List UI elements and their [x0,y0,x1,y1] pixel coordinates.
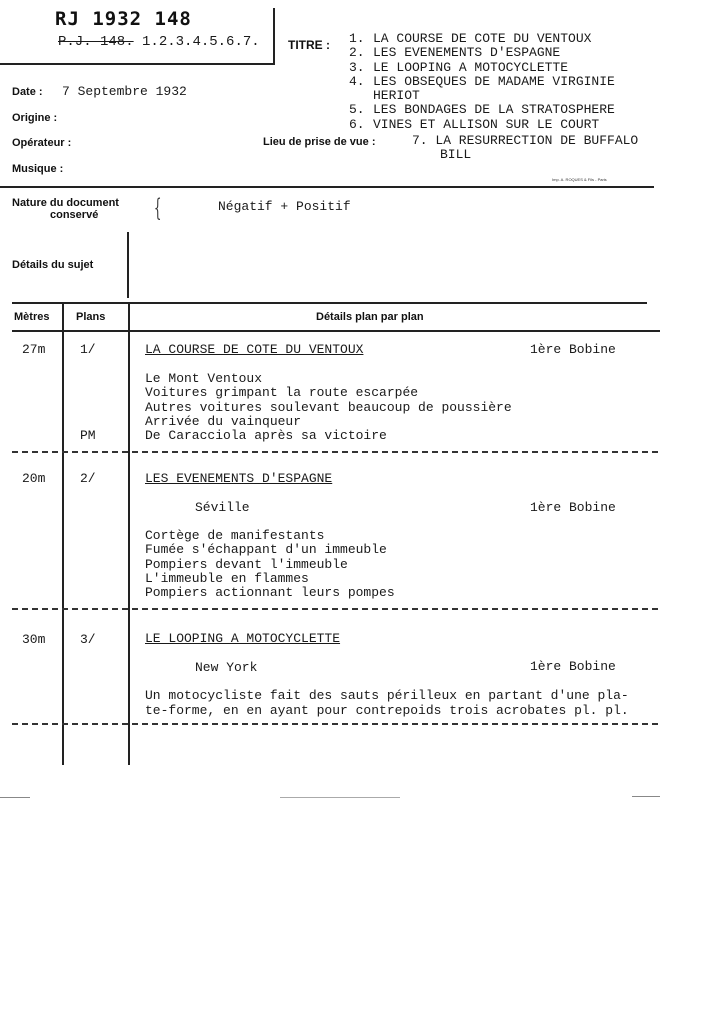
row2-location: Séville [195,500,250,515]
col-header-details: Détails plan par plan [316,311,424,323]
col-header-metres: Mètres [14,311,50,323]
row1-plan-extra: PM [80,428,96,443]
row3-bobine: 1ère Bobine [530,659,616,674]
row3-details [145,688,629,718]
row1-title: LA COURSE DE COTE DU VENTOUX [145,342,364,357]
row2-line-4: L'immeuble en flammes [145,570,309,586]
row1-line-1: Le Mont Ventoux [145,371,263,386]
title-item-6: 6. VINES ET ALLISON SUR LE COURT [349,116,600,132]
row2-line-1: Cortège de manifestants [145,528,325,543]
row1-details [145,372,512,443]
title-item-5: 5. LES BONDAGES DE LA STRATOSPHERE [349,102,615,118]
row3-metres: 30m [22,632,46,647]
row2-line-2: Fumée s'échappant d'un immeuble [145,542,387,558]
row3-plan: 3/ [80,632,96,647]
row2-plan: 2/ [80,471,96,486]
row3-divider [12,723,658,725]
nature-label-line2: conservé [50,209,99,221]
details-sujet-label: Détails du sujet [12,259,94,271]
row3-title: LE LOOPING A MOTOCYCLETTE [145,631,341,646]
old-reference: P.J. 148. [58,34,134,50]
row1-line-4: Arrivée du vainqueur [145,413,302,429]
row2-bobine: 1ère Bobine [530,500,616,515]
row2-title: LES EVENEMENTS D'ESPAGNE [145,471,333,486]
title-item-4: 4. LES OBSEQUES DE MADAME VIRGINIE [349,73,615,89]
row2-divider [12,608,658,610]
handwritten-reference: RJ 1932 148 [55,8,192,30]
row3-location: New York [195,660,258,675]
row1-line-5: De Caracciola après sa victoire [145,428,387,444]
title-item-2: 2. LES EVENEMENTS D'ESPAGNE [349,45,561,61]
titles-list [349,32,615,132]
bottom-mark-left [0,797,30,798]
lieu-label: Lieu de prise de vue : [263,136,376,148]
table-header-rule [12,330,660,332]
row1-metres: 27m [22,342,46,357]
row2-metres: 20m [22,471,46,486]
origine-label: Origine : [12,112,58,124]
row3-line-2: te-forme, en en ayant pour contrepoids trois acrobates pl. pl. [145,703,629,718]
printer-imprint: Imp. A. ROQUES & Fils - Paris [552,177,607,182]
nature-brace: { [153,194,162,222]
title-item-3: 3. LE LOOPING A MOTOCYCLETTE [349,59,569,75]
bottom-mark-right [632,796,660,797]
col-header-plans: Plans [76,311,106,323]
ref-box-bottom-border [0,63,275,65]
details-sujet-bracket [127,232,129,298]
row3-line-1: Un motocycliste fait des sauts périlleux en partant d'une pla- [145,688,629,703]
table-vline-1 [62,302,64,765]
titre-label: TITRE : [288,38,330,52]
date-value: 7 Septembre 1932 [62,84,187,99]
row2-line-5: Pompiers actionnant leurs pompes [145,585,395,601]
ref-box-right-border [273,8,275,63]
row1-line-3: Autres voitures soulevant beaucoup de poussière [145,399,512,415]
row1-divider [12,451,658,453]
date-label: Date : [12,86,43,98]
nature-label-line1: Nature du document [12,197,119,209]
row1-plan: 1/ [80,342,96,357]
row2-details [145,529,395,600]
table-vline-2 [128,302,130,765]
title-item-4-cont: HERIOT [373,88,420,104]
row2-line-3: Pompiers devant l'immeuble [145,556,348,572]
reference-numbers: 1.2.3.4.5.6.7. [142,34,260,50]
lieu-value-line2: BILL [440,147,472,162]
row1-bobine: 1ère Bobine [530,342,616,357]
header-divider [0,186,654,188]
nature-value: Négatif + Positif [218,199,351,214]
musique-label: Musique : [12,163,64,175]
bottom-mark-center [280,797,400,798]
reference-numbers-line [58,34,260,50]
operateur-label: Opérateur : [12,137,72,149]
table-top-rule [12,302,647,304]
title-item-1: 1. LA COURSE DE COTE DU VENTOUX [349,31,592,46]
lieu-value-line1: 7. LA RESURRECTION DE BUFFALO [412,133,639,148]
row1-line-2: Voitures grimpant la route escarpée [145,385,419,401]
